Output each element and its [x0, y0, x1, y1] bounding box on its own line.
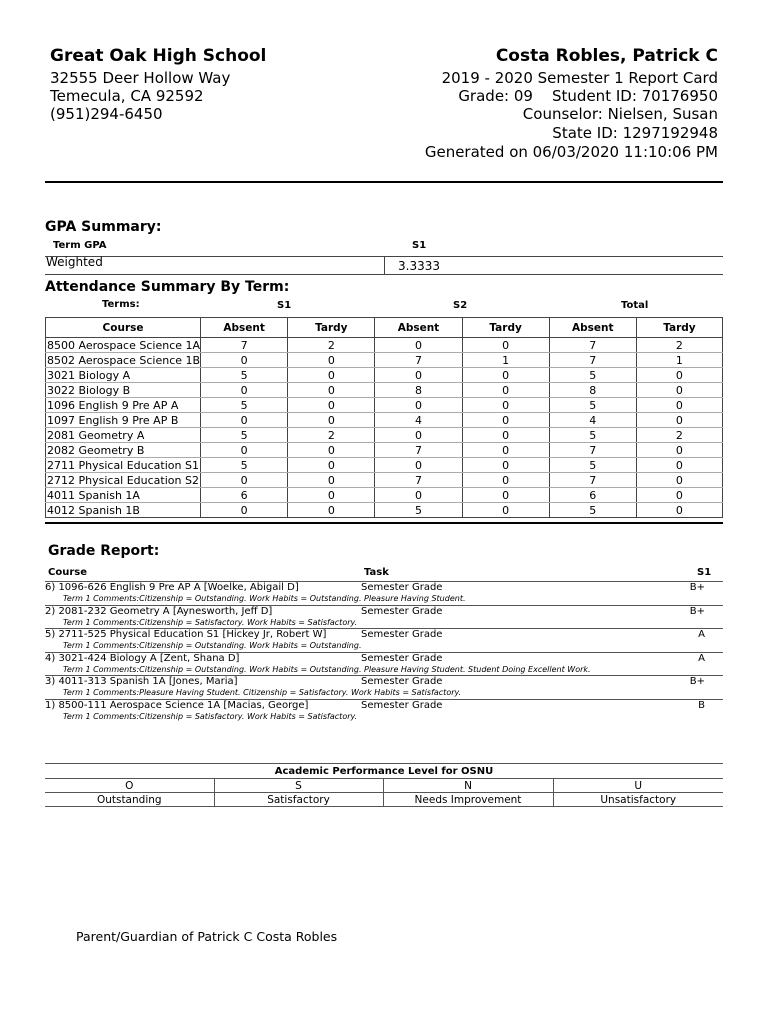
attendance-row — [46, 443, 723, 458]
attendance-count-cell: 0 — [201, 503, 288, 518]
attendance-count-cell: 0 — [636, 443, 722, 458]
perf-label-unsatisfactory: Unsatisfactory — [600, 793, 677, 806]
attendance-count-cell: 0 — [288, 383, 375, 398]
attendance-count-cell: 7 — [549, 473, 636, 488]
attendance-count-cell: 8 — [375, 383, 462, 398]
gpa-weighted-label: Weighted — [46, 255, 103, 269]
attendance-row — [46, 383, 723, 398]
attendance-count-cell: 0 — [462, 473, 549, 488]
attendance-row — [46, 353, 723, 368]
attendance-count-cell: 5 — [201, 398, 288, 413]
attendance-count-cell: 0 — [288, 473, 375, 488]
attendance-count-cell: 5 — [201, 428, 288, 443]
attendance-table — [45, 317, 723, 518]
attendance-count-cell: 0 — [288, 353, 375, 368]
grade-task: Semester Grade — [361, 629, 443, 640]
attendance-count-cell: 0 — [201, 473, 288, 488]
attendance-count-cell: 5 — [549, 458, 636, 473]
attendance-count-cell: 0 — [375, 488, 462, 503]
attendance-col-total-tardy: Tardy — [636, 318, 722, 338]
attendance-count-cell: 7 — [549, 338, 636, 353]
attendance-count-cell: 0 — [636, 458, 722, 473]
attendance-course-cell: 1096 English 9 Pre AP A — [46, 398, 201, 413]
attendance-col-total-absent: Absent — [549, 318, 636, 338]
attendance-count-cell: 0 — [462, 428, 549, 443]
attendance-count-cell: 0 — [201, 413, 288, 428]
attendance-row — [46, 473, 723, 488]
attendance-course-cell: 2082 Geometry B — [46, 443, 201, 458]
attendance-col-s1-absent: Absent — [201, 318, 288, 338]
attendance-term-total: Total — [621, 300, 649, 311]
attendance-count-cell: 2 — [636, 428, 722, 443]
attendance-count-cell: 0 — [375, 368, 462, 383]
attendance-count-cell: 5 — [375, 503, 462, 518]
attendance-course-cell: 3021 Biology A — [46, 368, 201, 383]
attendance-count-cell: 5 — [549, 398, 636, 413]
grade-task: Semester Grade — [361, 582, 443, 593]
attendance-count-cell: 0 — [201, 383, 288, 398]
performance-level-table — [45, 765, 723, 807]
school-address-line1: 32555 Deer Hollow Way — [50, 69, 231, 87]
attendance-count-cell: 7 — [549, 443, 636, 458]
attendance-count-cell: 2 — [636, 338, 722, 353]
attendance-count-cell: 0 — [288, 503, 375, 518]
grade-task: Semester Grade — [361, 606, 443, 617]
attendance-count-cell: 5 — [201, 458, 288, 473]
header-divider — [45, 181, 723, 183]
attendance-count-cell: 0 — [288, 398, 375, 413]
perf-top-line — [45, 763, 723, 764]
attendance-count-cell: 0 — [462, 458, 549, 473]
grade-task: Semester Grade — [361, 676, 443, 687]
grade-course: 4) 3021-424 Biology A [Zent, Shana D] — [45, 653, 240, 664]
attendance-count-cell: 7 — [375, 353, 462, 368]
attendance-count-cell: 0 — [288, 458, 375, 473]
attendance-count-cell: 0 — [636, 398, 722, 413]
attendance-course-cell: 8500 Aerospace Science 1A — [47, 338, 201, 352]
grade-course: 1) 8500-111 Aerospace Science 1A [Macias, George] — [45, 700, 309, 711]
attendance-count-cell: 2 — [288, 338, 375, 353]
gpa-summary-title: GPA Summary: — [45, 219, 162, 235]
grade-comment: Term 1 Comments:Citizenship = Outstanding. Work Habits = Outstanding. — [63, 641, 362, 650]
attendance-row — [46, 488, 723, 503]
attendance-header-row — [46, 318, 723, 338]
grade-course: 3) 4011-313 Spanish 1A [Jones, Maria] — [45, 676, 238, 687]
attendance-row — [46, 338, 723, 353]
grade-course: 2) 2081-232 Geometry A [Aynesworth, Jeff D] — [45, 606, 273, 617]
attendance-count-cell: 8 — [549, 383, 636, 398]
grade-comment: Term 1 Comments:Citizenship = Outstanding. Work Habits = Outstanding. Pleasure Having Student. Student Doing Excellent Work. — [63, 665, 591, 674]
attendance-count-cell: 0 — [462, 398, 549, 413]
grade-comment: Term 1 Comments:Citizenship = Outstanding. Work Habits = Outstanding. Pleasure Having Student. — [63, 594, 466, 603]
attendance-col-s2-tardy: Tardy — [462, 318, 549, 338]
perf-label-needs-improvement: Needs Improvement — [383, 793, 553, 807]
attendance-row — [46, 458, 723, 473]
attendance-terms-label: Terms: — [102, 299, 140, 310]
gpa-term-header: Term GPA — [53, 240, 107, 251]
perf-label-satisfactory: Satisfactory — [214, 793, 383, 807]
attendance-count-cell: 6 — [549, 488, 636, 503]
attendance-count-cell: 0 — [375, 398, 462, 413]
grade-comment: Term 1 Comments:Citizenship = Satisfactory. Work Habits = Satisfactory. — [63, 618, 358, 627]
attendance-count-cell: 0 — [462, 338, 549, 353]
school-phone: (951)294-6450 — [50, 105, 163, 123]
attendance-term-s2: S2 — [453, 300, 468, 311]
attendance-count-cell: 0 — [462, 443, 549, 458]
perf-code-n: N — [383, 779, 553, 793]
counselor: Counselor: Nielsen, Susan — [522, 105, 718, 123]
attendance-count-cell: 0 — [288, 488, 375, 503]
attendance-count-cell: 5 — [201, 368, 288, 383]
attendance-course-cell: 1097 English 9 Pre AP B — [46, 413, 201, 428]
attendance-count-cell: 0 — [636, 383, 722, 398]
attendance-row — [46, 413, 723, 428]
grade-value: B — [698, 700, 705, 711]
attendance-count-cell: 0 — [201, 353, 288, 368]
grade-course: 5) 2711-525 Physical Education S1 [Hickey Jr, Robert W] — [45, 629, 327, 640]
grade-value: B+ — [689, 676, 705, 687]
perf-code-u: U — [634, 779, 643, 792]
attendance-row — [46, 368, 723, 383]
perf-code-s: S — [214, 779, 383, 793]
attendance-count-cell: 0 — [462, 383, 549, 398]
attendance-title: Attendance Summary By Term: — [45, 279, 290, 295]
attendance-row — [46, 398, 723, 413]
attendance-row — [46, 503, 723, 518]
attendance-count-cell: 5 — [549, 428, 636, 443]
grade-value: A — [698, 653, 705, 664]
attendance-count-cell: 0 — [462, 488, 549, 503]
attendance-course-cell: 8502 Aerospace Science 1B — [47, 353, 201, 367]
report-term: 2019 - 2020 Semester 1 Report Card — [441, 69, 718, 87]
grade-value: B+ — [689, 582, 705, 593]
attendance-count-cell: 2 — [288, 428, 375, 443]
performance-title: Academic Performance Level for OSNU — [274, 765, 494, 777]
grade-course: 6) 1096-626 English 9 Pre AP A [Woelke, Abigail D] — [45, 582, 299, 593]
attendance-count-cell: 0 — [462, 503, 549, 518]
attendance-count-cell: 0 — [375, 338, 462, 353]
gpa-divider — [384, 257, 385, 274]
attendance-count-cell: 6 — [201, 488, 288, 503]
attendance-count-cell: 0 — [288, 368, 375, 383]
student-name: Costa Robles, Patrick C — [495, 46, 718, 66]
attendance-count-cell: 0 — [288, 413, 375, 428]
grade-col-course: Course — [48, 567, 87, 578]
generated-date: Generated on 06/03/2020 11:10:06 PM — [424, 143, 718, 161]
grade-report-title: Grade Report: — [48, 543, 160, 559]
guardian-line: Parent/Guardian of Patrick C Costa Robles — [76, 929, 338, 944]
attendance-count-cell: 5 — [549, 503, 636, 518]
state-id: State ID: 1297192948 — [552, 124, 718, 142]
grade-value: B+ — [689, 606, 705, 617]
attendance-count-cell: 0 — [636, 488, 722, 503]
attendance-count-cell: 5 — [549, 368, 636, 383]
attendance-count-cell: 4 — [549, 413, 636, 428]
attendance-col-s2-absent: Absent — [375, 318, 462, 338]
school-name: Great Oak High School — [50, 46, 267, 66]
perf-label-outstanding: Outstanding — [45, 793, 214, 807]
attendance-course-cell: 2711 Physical Education S1 — [47, 458, 199, 472]
attendance-row — [46, 428, 723, 443]
attendance-course-cell: 2712 Physical Education S2 — [47, 473, 199, 487]
attendance-count-cell: 0 — [462, 413, 549, 428]
attendance-count-cell: 0 — [636, 368, 722, 383]
attendance-count-cell: 1 — [462, 353, 549, 368]
attendance-count-cell: 7 — [375, 443, 462, 458]
attendance-count-cell: 0 — [462, 368, 549, 383]
attendance-divider — [45, 522, 723, 524]
attendance-count-cell: 0 — [636, 413, 722, 428]
attendance-col-course: Course — [46, 318, 201, 338]
grade-comment: Term 1 Comments:Citizenship = Satisfactory. Work Habits = Satisfactory. — [63, 712, 358, 721]
attendance-count-cell: 7 — [201, 338, 288, 353]
attendance-col-s1-tardy: Tardy — [288, 318, 375, 338]
attendance-course-cell: 4011 Spanish 1A — [46, 488, 201, 503]
grade-col-task: Task — [364, 567, 389, 578]
attendance-count-cell: 0 — [636, 473, 722, 488]
grade-comment: Term 1 Comments:Pleasure Having Student. Citizenship = Satisfactory. Work Habits = Satisfactory. — [63, 688, 462, 697]
attendance-count-cell: 7 — [375, 473, 462, 488]
attendance-count-cell: 0 — [201, 443, 288, 458]
grade-task: Semester Grade — [361, 653, 443, 664]
attendance-count-cell: 0 — [375, 428, 462, 443]
attendance-course-cell: 4012 Spanish 1B — [46, 503, 201, 518]
attendance-count-cell: 0 — [375, 458, 462, 473]
school-address-line2: Temecula, CA 92592 — [50, 87, 204, 105]
attendance-term-s1: S1 — [277, 300, 292, 311]
attendance-count-cell: 0 — [288, 443, 375, 458]
attendance-count-cell: 4 — [375, 413, 462, 428]
gpa-weighted-value: 3.3333 — [398, 259, 440, 273]
attendance-count-cell: 0 — [636, 503, 722, 518]
grade-col-s1: S1 — [697, 567, 712, 578]
grade-value: A — [698, 629, 705, 640]
attendance-count-cell: 7 — [549, 353, 636, 368]
gpa-bottom-line — [45, 274, 723, 275]
attendance-course-cell: 3022 Biology B — [46, 383, 201, 398]
grade-student-id: Grade: 09 Student ID: 70176950 — [458, 87, 718, 105]
attendance-count-cell: 1 — [636, 353, 722, 368]
grade-task: Semester Grade — [361, 700, 443, 711]
perf-code-o: O — [45, 779, 214, 793]
attendance-course-cell: 2081 Geometry A — [46, 428, 201, 443]
gpa-s1-header: S1 — [412, 240, 427, 251]
